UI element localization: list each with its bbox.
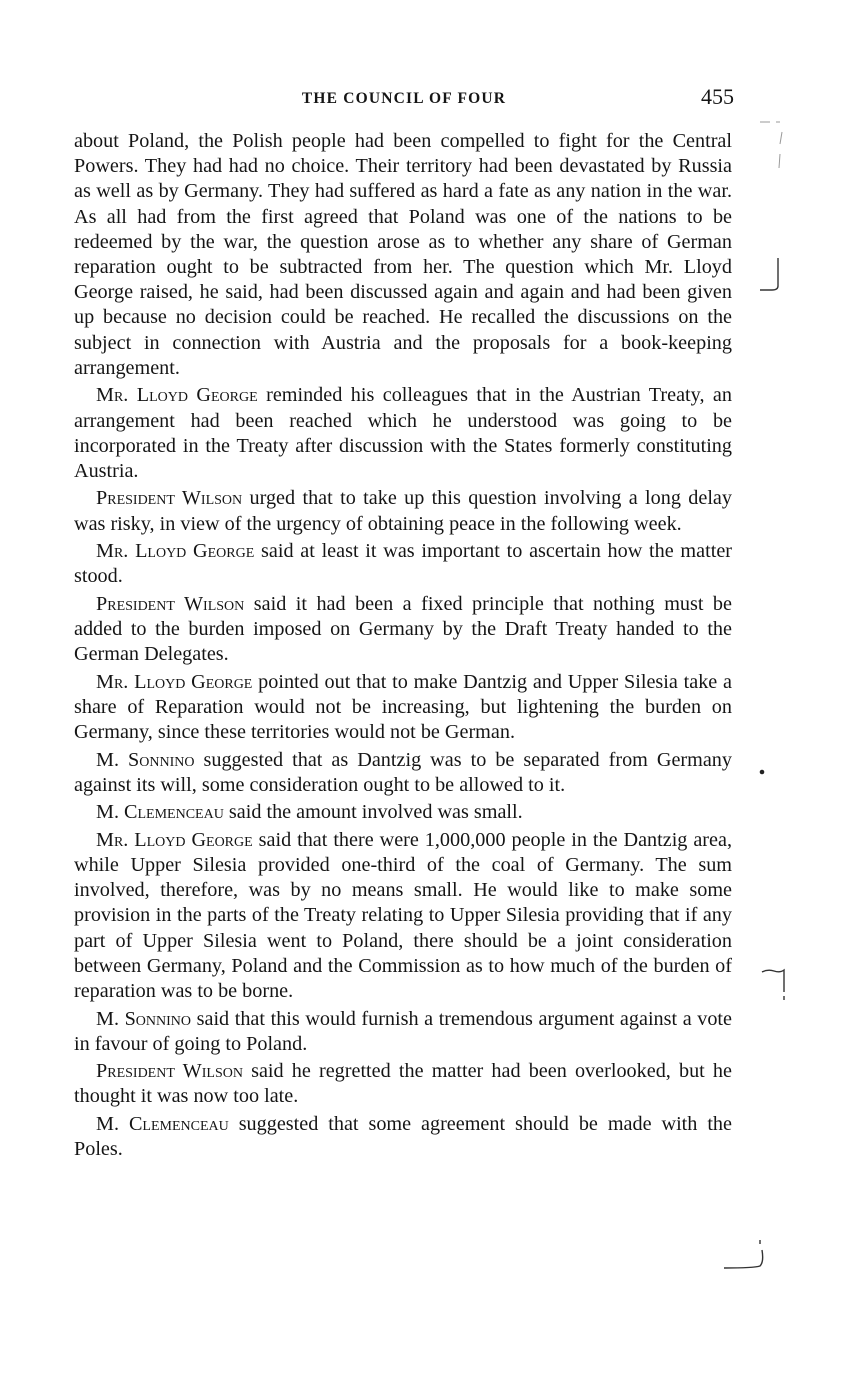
paragraph-text: suggested that some agreement should be made with the Poles. (74, 1112, 732, 1161)
paragraph-text: said it had been a fixed principle that nothing must be added to the burden imposed on Germany by the Draft Treaty handed to the German Delegates. (74, 592, 732, 666)
paragraph-text: said the amount involved was small. (228, 801, 523, 824)
speaker-name: Mr. Lloyd George (96, 384, 258, 407)
paragraph-text: said that there were 1,000,000 people in the Dantzig area, while Upper Silesia provided one-third of the coal of Germany. The sum involved, therefore, was by no means small. He would like to make some provision in the parts of the Treaty relating to Upper Silesia providing that if any part of Upper Silesia went to Poland, there should be a joint consideration between Germany, Poland and the Commission as to how much of the burden of reparation was to be borne. (74, 828, 732, 1003)
paragraph (74, 129, 732, 381)
running-title: THE COUNCIL OF FOUR (301, 90, 507, 107)
paragraph (74, 1112, 732, 1162)
paragraph-text: suggested that as Dantzig was to be separated from Germany against its will, some consideration ought to be allowed to it. (74, 748, 732, 796)
margin-bracket-mark (756, 254, 786, 296)
speaker-name: M. Clemenceau (96, 1112, 229, 1135)
speaker-name: President Wilson (96, 1060, 243, 1083)
paragraph (74, 800, 732, 825)
paragraph (74, 486, 732, 536)
paragraph-text: about Poland, the Polish people had been compelled to fight for the Central Powers. They had had no choice. Their territory had been devastated by Russia as well as by Germany. They had suffered as hard a fate as any nation in the war. As all had from the first agreed that Poland was one of the nations to be redeemed by the war, the question arose as to whether any share of German reparation ought to be subtracted from her. The question which Mr. Lloyd George raised, he said, had been discussed again and again and had been given up because no decision could be reached. He recalled the discussions on the subject in connection with Austria and the proposals for a book-keeping arrangement. (74, 130, 732, 379)
paragraph-text: said that this would furnish a tremendous argument against a vote in favour of going to Poland. (74, 1007, 732, 1055)
paragraph-text: said he regretted the matter had been overlooked, but he thought it was now too late. (74, 1060, 732, 1108)
page-header (74, 86, 734, 112)
speaker-name: Mr. Lloyd George (96, 540, 255, 563)
speaker-name: M. Clemenceau (96, 801, 224, 824)
paragraph (74, 383, 732, 484)
paragraph-text: pointed out that to make Dantzig and Upper Silesia take a share of Reparation would not be increasing, but lightening the burden on Germany, since these territories would not be German. (74, 670, 732, 744)
paragraph (74, 1007, 732, 1057)
paragraph (74, 670, 732, 746)
margin-bracket-mark (760, 962, 790, 1008)
body-text (74, 129, 732, 1165)
paragraph (74, 748, 732, 798)
speaker-name: Mr. Lloyd George (96, 828, 253, 851)
speaker-name: M. Sonnino (96, 748, 195, 771)
speaker-name: President Wilson (96, 592, 245, 615)
paragraph (74, 592, 732, 668)
paragraph (74, 539, 732, 589)
paragraph-text: urged that to take up this question involving a long delay was risky, in view of the urgency of obtaining peace in the following week. (74, 487, 732, 535)
page-number: 455 (701, 84, 734, 109)
margin-dot-mark (754, 764, 770, 780)
paragraph-text: said at least it was important to ascertain how the matter stood. (74, 540, 732, 588)
margin-dashes-mark (756, 118, 786, 178)
speaker-name: M. Sonnino (96, 1007, 192, 1030)
paragraph (74, 828, 732, 1004)
paragraph (74, 1059, 732, 1109)
margin-bracket-mark (720, 1236, 770, 1276)
paragraph-text: reminded his colleagues that in the Austrian Treaty, an arrangement had been reached which he understood was going to be incorporated in the Treaty after discussion with the States formerly constituting Austria. (74, 384, 732, 482)
speaker-name: President Wilson (96, 487, 243, 510)
speaker-name: Mr. Lloyd George (96, 670, 253, 693)
